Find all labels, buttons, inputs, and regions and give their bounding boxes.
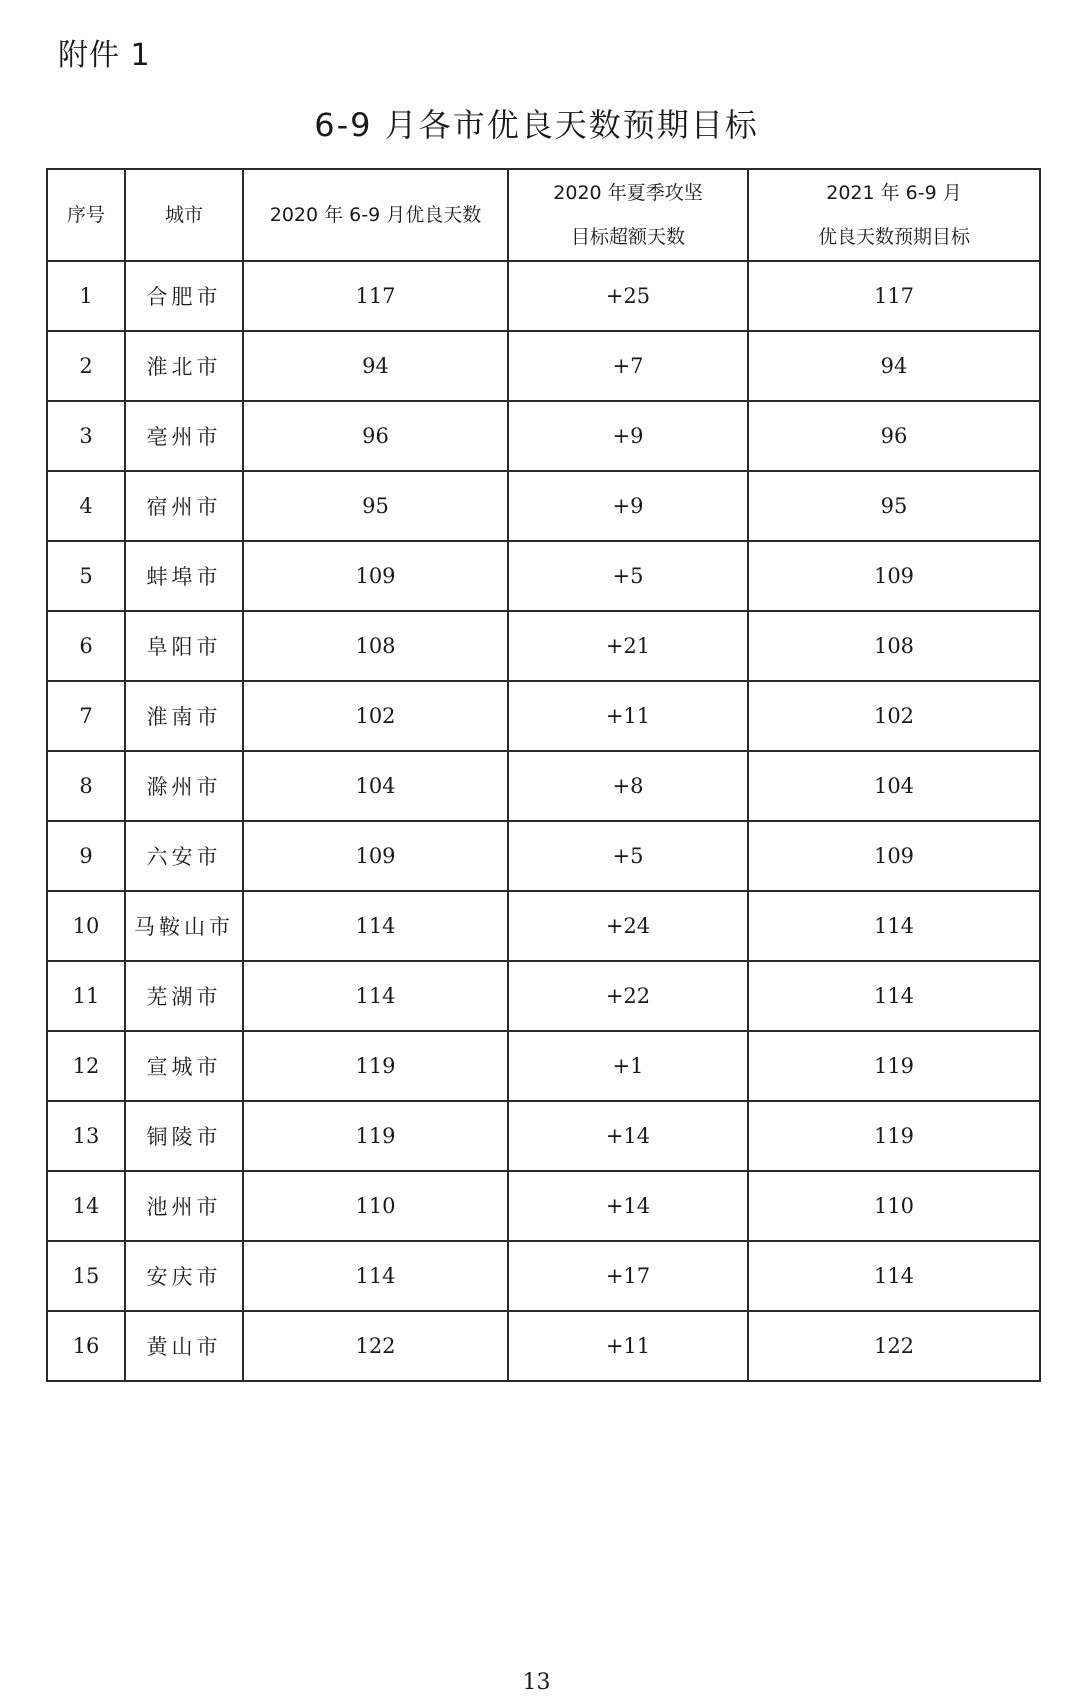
table-row: [47, 1031, 1040, 1101]
header-2021-target: [748, 169, 1040, 261]
table-row: [47, 541, 1040, 611]
cell-index: 16: [47, 1311, 125, 1381]
cell-2021-target: 119: [748, 1101, 1040, 1171]
cell-index: 4: [47, 471, 125, 541]
cell-2020-excess-days: +14: [508, 1171, 748, 1241]
cell-city: 淮北市: [125, 331, 243, 401]
cell-2020-excess-days: +5: [508, 541, 748, 611]
cell-city: 宣城市: [125, 1031, 243, 1101]
page-number: 13: [522, 1670, 551, 1695]
cell-2020-excess-days: +11: [508, 1311, 748, 1381]
cell-index: 6: [47, 611, 125, 681]
cell-2020-good-days: 119: [243, 1031, 508, 1101]
header-line: 目标超额天数: [570, 226, 685, 248]
cell-2021-target: 104: [748, 751, 1040, 821]
cell-city: 安庆市: [125, 1241, 243, 1311]
header-line: 优良天数预期目标: [817, 226, 970, 248]
cell-2020-good-days: 119: [243, 1101, 508, 1171]
cell-2021-target: 114: [748, 961, 1040, 1031]
cell-index: 9: [47, 821, 125, 891]
cell-2020-good-days: 114: [243, 891, 508, 961]
cell-2020-good-days: 94: [243, 331, 508, 401]
cell-2021-target: 108: [748, 611, 1040, 681]
cell-2020-excess-days: +11: [508, 681, 748, 751]
cell-2021-target: 110: [748, 1171, 1040, 1241]
table-row: [47, 1311, 1040, 1381]
table-body: [47, 261, 1040, 1381]
cell-index: 7: [47, 681, 125, 751]
cell-2021-target: 119: [748, 1031, 1040, 1101]
cell-2020-excess-days: +9: [508, 471, 748, 541]
table-row: [47, 751, 1040, 821]
header-index: [47, 169, 125, 261]
cell-2021-target: 109: [748, 541, 1040, 611]
page-title: 6-9 月各市优良天数预期目标: [314, 106, 759, 144]
cell-2020-excess-days: +14: [508, 1101, 748, 1171]
cell-2021-target: 122: [748, 1311, 1040, 1381]
cell-2021-target: 114: [748, 891, 1040, 961]
cell-2020-excess-days: +8: [508, 751, 748, 821]
cell-2020-good-days: 104: [243, 751, 508, 821]
table-header-row: [47, 169, 1040, 261]
table-row: [47, 821, 1040, 891]
cell-index: 1: [47, 261, 125, 331]
cell-2020-excess-days: +7: [508, 331, 748, 401]
cell-index: 12: [47, 1031, 125, 1101]
cell-2021-target: 114: [748, 1241, 1040, 1311]
cell-2020-good-days: 109: [243, 821, 508, 891]
cell-2020-good-days: 109: [243, 541, 508, 611]
cell-index: 5: [47, 541, 125, 611]
header-2020-excess-days: [508, 169, 748, 261]
header-line: 序号: [66, 204, 105, 226]
header-2020-good-days: [243, 169, 508, 261]
cell-2020-good-days: 122: [243, 1311, 508, 1381]
table-row: [47, 331, 1040, 401]
cell-city: 合肥市: [125, 261, 243, 331]
cell-city: 淮南市: [125, 681, 243, 751]
cell-2020-good-days: 102: [243, 681, 508, 751]
cell-2020-excess-days: +21: [508, 611, 748, 681]
table-row: [47, 1241, 1040, 1311]
cell-2020-excess-days: +22: [508, 961, 748, 1031]
cell-2020-excess-days: +24: [508, 891, 748, 961]
header-city: [125, 169, 243, 261]
cell-2020-excess-days: +1: [508, 1031, 748, 1101]
cell-2021-target: 117: [748, 261, 1040, 331]
cell-2020-good-days: 96: [243, 401, 508, 471]
cell-city: 蚌埠市: [125, 541, 243, 611]
cell-index: 13: [47, 1101, 125, 1171]
header-line: 城市: [164, 204, 203, 226]
cell-city: 宿州市: [125, 471, 243, 541]
cell-2020-good-days: 110: [243, 1171, 508, 1241]
cell-city: 滁州市: [125, 751, 243, 821]
cell-city: 芜湖市: [125, 961, 243, 1031]
cell-2020-excess-days: +25: [508, 261, 748, 331]
cell-2021-target: 94: [748, 331, 1040, 401]
cell-2020-good-days: 114: [243, 961, 508, 1031]
table-row: [47, 261, 1040, 331]
data-table: [46, 168, 1041, 1382]
cell-city: 马鞍山市: [125, 891, 243, 961]
cell-index: 14: [47, 1171, 125, 1241]
cell-city: 铜陵市: [125, 1101, 243, 1171]
cell-index: 2: [47, 331, 125, 401]
cell-2021-target: 102: [748, 681, 1040, 751]
table-row: [47, 681, 1040, 751]
attachment-label: 附件 1: [58, 38, 151, 73]
cell-2020-good-days: 95: [243, 471, 508, 541]
table-row: [47, 1171, 1040, 1241]
cell-2021-target: 95: [748, 471, 1040, 541]
cell-2020-good-days: 108: [243, 611, 508, 681]
cell-2021-target: 109: [748, 821, 1040, 891]
cell-index: 15: [47, 1241, 125, 1311]
cell-city: 六安市: [125, 821, 243, 891]
cell-index: 11: [47, 961, 125, 1031]
table-row: [47, 891, 1040, 961]
cell-city: 亳州市: [125, 401, 243, 471]
table-row: [47, 471, 1040, 541]
cell-2020-good-days: 117: [243, 261, 508, 331]
table-row: [47, 961, 1040, 1031]
cell-city: 池州市: [125, 1171, 243, 1241]
cell-2020-excess-days: +5: [508, 821, 748, 891]
cell-city: 黄山市: [125, 1311, 243, 1381]
table-row: [47, 611, 1040, 681]
cell-2020-good-days: 114: [243, 1241, 508, 1311]
header-line: 2020 年 6-9 月优良天数: [269, 204, 482, 226]
cell-2020-excess-days: +17: [508, 1241, 748, 1311]
cell-city: 阜阳市: [125, 611, 243, 681]
table-row: [47, 1101, 1040, 1171]
table-row: [47, 401, 1040, 471]
header-line: 2021 年 6-9 月: [826, 182, 962, 204]
cell-index: 8: [47, 751, 125, 821]
header-line: 2020 年夏季攻坚: [553, 182, 703, 204]
cell-2020-excess-days: +9: [508, 401, 748, 471]
cell-index: 10: [47, 891, 125, 961]
cell-2021-target: 96: [748, 401, 1040, 471]
cell-index: 3: [47, 401, 125, 471]
